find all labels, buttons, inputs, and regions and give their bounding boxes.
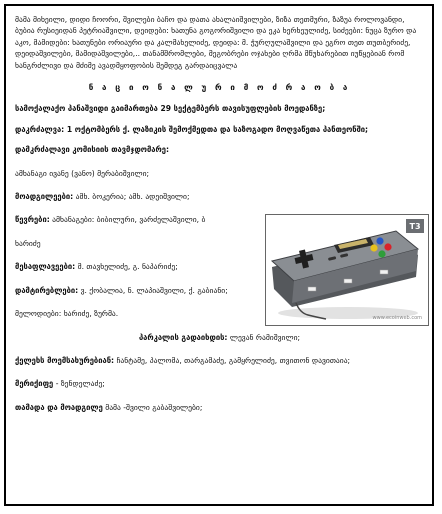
paragraph-text: მ. თავხელიძე, გ. ნაპარიძე; — [75, 262, 178, 272]
red-button-icon — [384, 243, 391, 250]
paragraph-text: ამხ. ბოკერია; ამხ. ადეიშვილი; — [73, 192, 190, 202]
paragraph-wake-service — [15, 355, 424, 366]
green-button-icon — [378, 250, 385, 257]
paragraph-label: წევრები: — [15, 215, 50, 225]
intro-paragraph: მამა მიხეილი, დიდი ჩოორი, შვილები ბაჩო და დათა ახალაიშვილები, ზიზა თეთმური, ზაზუა როლოვანდი, ბუბია რუსიეიდან პეტრიაშვილი, დეიდები: ხათუნა გოგორიშვილი და ეკა ხერხეულიძე, სიძეები: ნუცა ზურო და აკო, მამიდები: ხათუნები ორიაური და კალმახელიძე, დეიდა: მ. ჭურღულაშვილი და ეგრო თეთ თუთბერიძე, დეიდაშვილები, მამიდაშვილები,.. თანამშრომლები, მეგობრები ოჯახები ღრმა მწუხარებით იუწყებიან რომ ხანგრძლივი და მძიმე ავადმყოფობის შემდეგ გარდაიცვალა — [15, 15, 417, 70]
yellow-button-icon — [370, 244, 377, 251]
paragraph-text: მამა -შვილი გაბაშვილები; — [102, 402, 203, 412]
paragraph-deputies — [15, 191, 424, 202]
paragraph-text: ჩანტამე, პალომა, თარგამაძე, გამყრელიძე, თვითონ დავითაია; — [114, 355, 351, 365]
paragraph-text: ამხანაგები: ბიბილური, ვარძელაშვილი, ბ — [49, 215, 206, 225]
paragraph-toastmaster — [15, 402, 424, 413]
blue-button-icon — [376, 237, 383, 244]
document-frame — [4, 4, 434, 506]
document-body — [6, 6, 432, 413]
coffin-handle-icon — [344, 279, 352, 283]
paragraph-text: ვ. ქობალია, ნ. ლაპიაშვილი, ქ. გაბიანი; — [78, 285, 228, 295]
paragraph-label: ქელეხს მოემსახურებიან: — [15, 355, 115, 365]
t3-logo-text: T3 — [409, 222, 421, 231]
paragraph-label: თამადა და მოადგილე — [15, 402, 103, 412]
coffin-gamepad-image — [265, 214, 429, 326]
paragraph-text: - ზენდელაძე; — [53, 379, 105, 389]
paragraph-requiem — [15, 332, 424, 343]
paragraph-label: დამკრძალავი კომისიის თავმჯდომარე: — [15, 145, 169, 155]
paragraph-text: ამხანაგი ივანე (ვანო) მერაბიშვილი; — [15, 168, 150, 178]
paragraph-label: სამოქალაქო პანაშვიდი გაიმართება 29 სექტემბერს თავისუფლების მოედანზე; — [15, 104, 326, 114]
paragraph-commission-chair — [15, 144, 424, 155]
paragraph-text: ლევან რამიშვილი; — [227, 332, 301, 342]
paragraph-text: ხარიძე — [15, 238, 41, 248]
paragraph-cupbearer — [15, 378, 424, 389]
paragraph-burial — [15, 124, 424, 135]
paragraph-chair-name — [15, 168, 424, 179]
paragraph-label: მოადგილეები: — [15, 192, 74, 202]
paragraph-label: პარკალის გადაიხდის: — [138, 332, 228, 342]
gamepad-coffin-illustration — [266, 215, 428, 325]
paragraph-label: მერიქიფე — [15, 379, 54, 389]
coffin-handle-icon — [380, 270, 388, 274]
paragraph-text: მელოდიები: ხარიძე, ზურმა. — [15, 309, 119, 319]
paragraph-panashvidi — [15, 103, 424, 114]
paragraph-label: დამტირებლები: — [15, 285, 79, 295]
paragraph-label: მესაფლავეები: — [15, 262, 76, 272]
section-heading: ნ ა ც ი ო ნ ა ლ უ რ ი მ ო ძ რ ა ო ბ ა — [88, 83, 351, 93]
paragraph-label: დაკრძალვა: 1 ოქტომბერს ქ. ლაზიკის შემოქმედთა და საზოგადო მოღვაწეთა პანთეონში; — [15, 124, 369, 134]
coffin-handle-icon — [308, 287, 316, 291]
image-watermark: www.ecoinweb.com — [372, 315, 422, 321]
